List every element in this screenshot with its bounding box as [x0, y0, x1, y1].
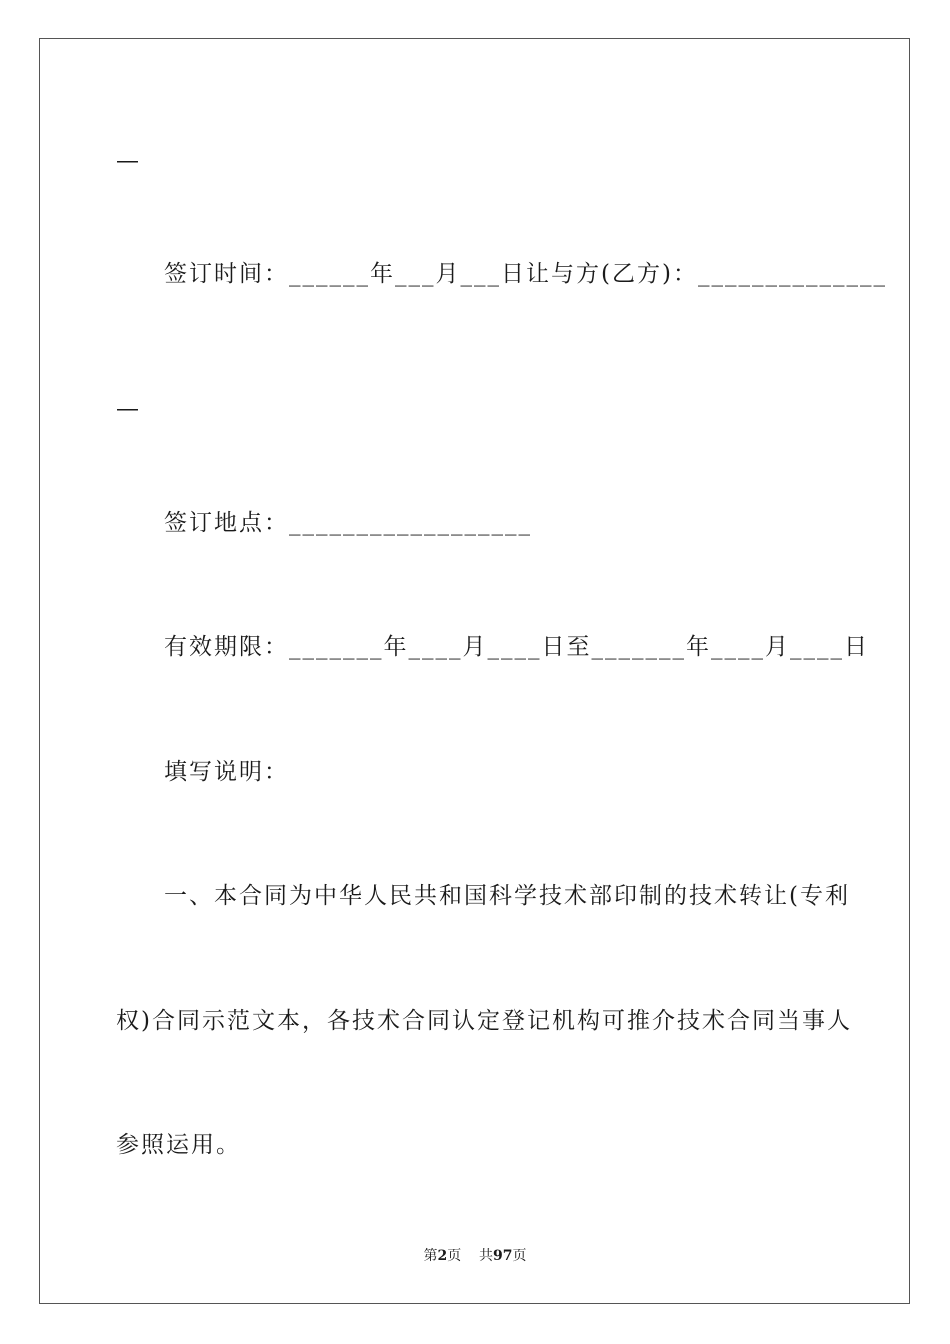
paragraph-1-line-1: 一、本合同为中华人民共和国科学技术部印制的技术转让(专利 [164, 883, 850, 909]
footer-prefix: 第 [423, 1248, 438, 1264]
dash-line-1: — [116, 148, 139, 174]
footer-page-number: 2 [437, 1248, 448, 1264]
footer-suffix: 页 [512, 1248, 527, 1264]
dash-line-2: — [116, 396, 139, 422]
instructions-heading: 填写说明： [164, 759, 289, 785]
validity-period-line: 有效期限：_______年____月____日至_______年____月____日 [164, 634, 869, 660]
signing-place-line: 签订地点：__________________ [164, 510, 532, 536]
paragraph-1-line-3: 参照运用。 [116, 1132, 241, 1158]
page-footer [0, 1246, 950, 1266]
footer-mid: 页 共 [447, 1248, 494, 1264]
signing-time-line: 签订时间：______年___月___日让与方(乙方)：______________ [164, 261, 887, 287]
paragraph-1-line-2: 权)合同示范文本，各技术合同认定登记机构可推介技术合同当事人 [116, 1008, 852, 1034]
footer-total-pages: 97 [493, 1248, 513, 1264]
page-border [39, 38, 910, 1304]
